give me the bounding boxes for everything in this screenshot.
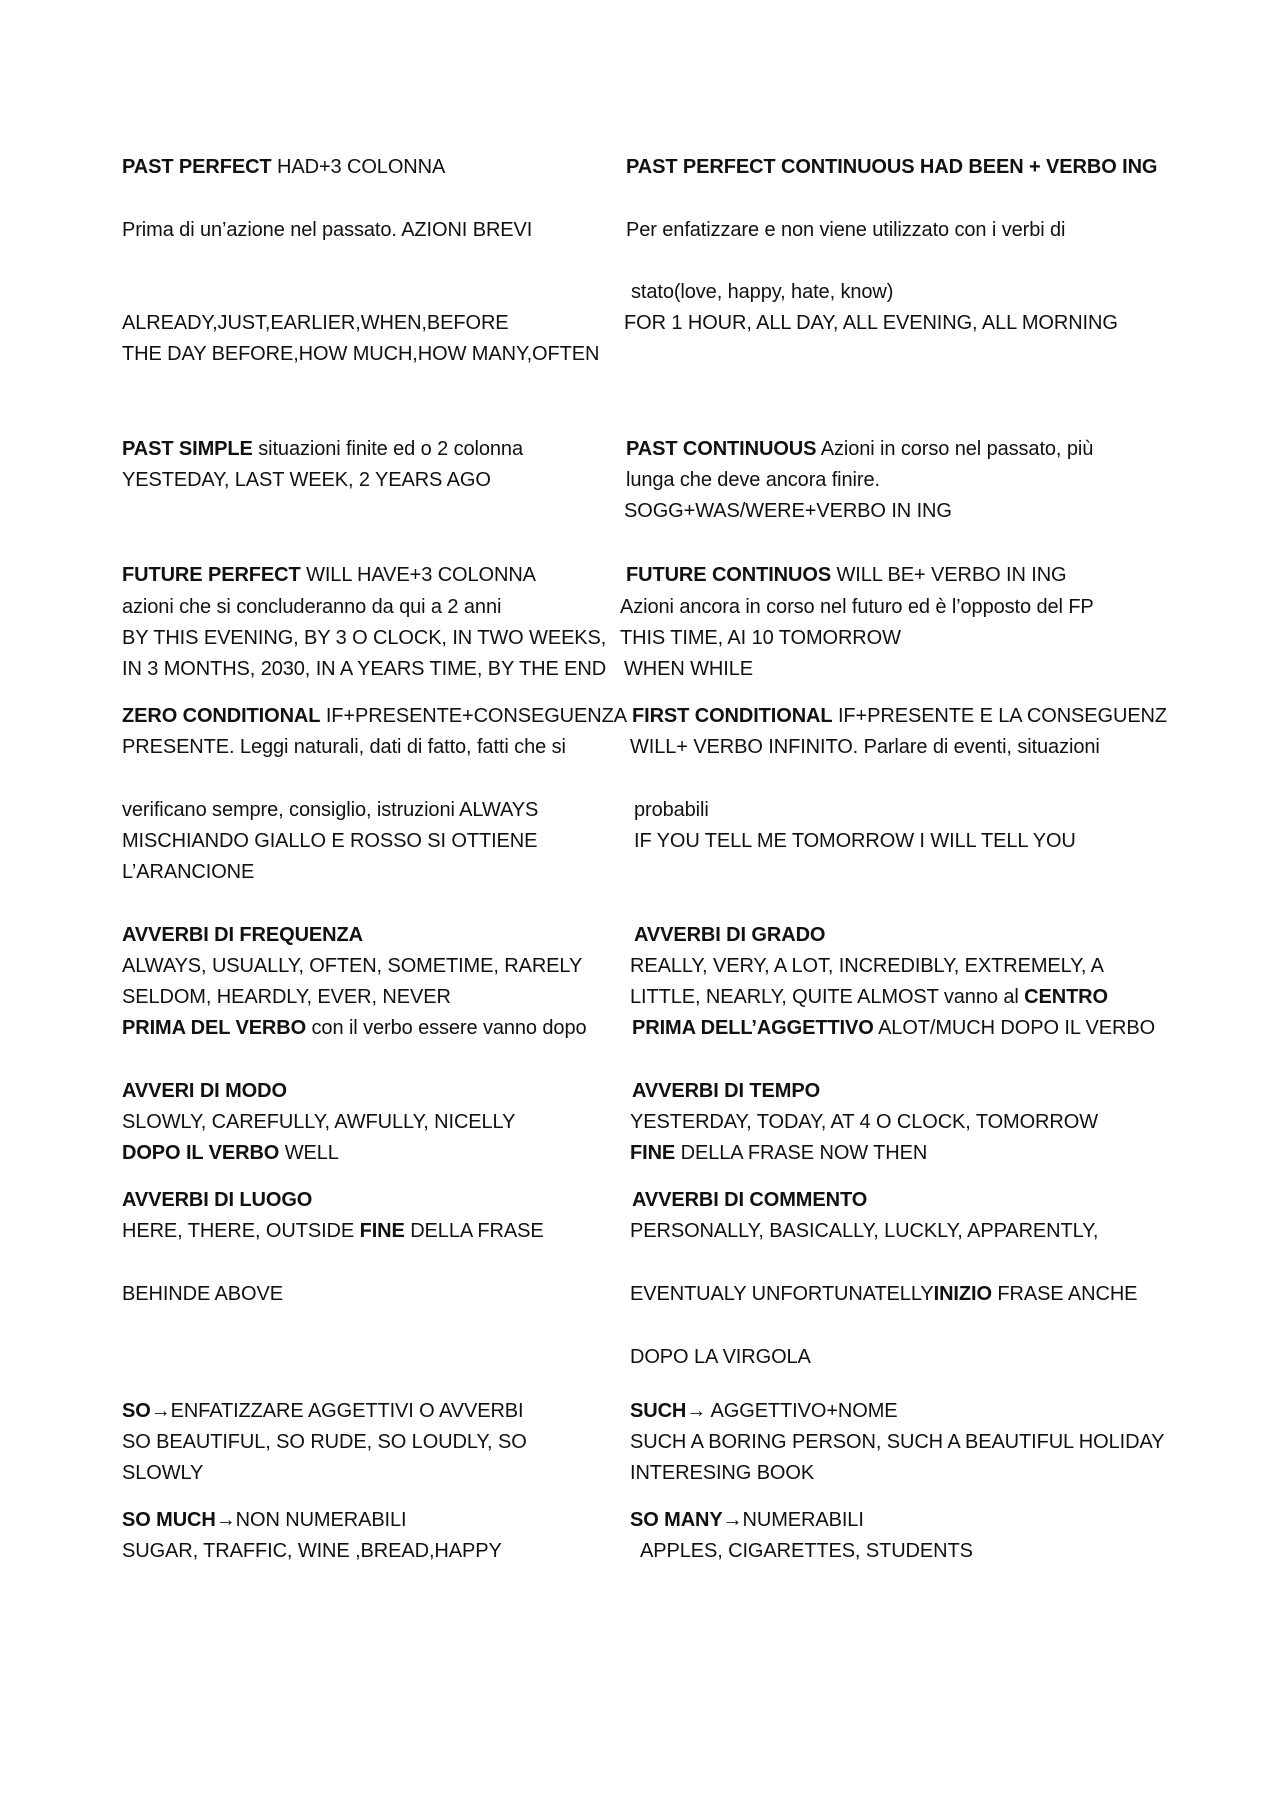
plain-text: EVENTUALY UNFORTUNATELLY — [630, 1283, 934, 1305]
right-text-line — [630, 954, 1104, 978]
bold-text: ZERO CONDITIONAL — [122, 705, 321, 727]
left-text-line — [122, 1430, 527, 1454]
right-text-line — [630, 1399, 898, 1423]
right-text-line — [632, 1188, 867, 1212]
bold-text: SO MANY — [630, 1509, 723, 1531]
bold-text: PAST PERFECT — [122, 156, 272, 178]
right-text-line — [624, 311, 1118, 335]
left-text-line — [122, 1188, 312, 1212]
bold-text: PAST PERFECT CONTINUOUS HAD BEEN + VERBO ING — [626, 156, 1158, 178]
plain-text: →NON NUMERABILI — [215, 1509, 407, 1531]
plain-text: SO BEAUTIFUL, SO RUDE, SO LOUDLY, SO — [122, 1431, 527, 1453]
left-text-line — [122, 1282, 283, 1306]
plain-text: FOR 1 HOUR, ALL DAY, ALL EVENING, ALL MORNING — [624, 312, 1118, 334]
right-text-line — [624, 657, 753, 681]
plain-text: YESTERDAY, TODAY, AT 4 O CLOCK, TOMORROW — [630, 1111, 1098, 1133]
plain-text: WILL HAVE+3 COLONNA — [300, 564, 536, 586]
plain-text: BEHINDE ABOVE — [122, 1283, 283, 1305]
right-text-line — [630, 1508, 864, 1532]
plain-text: MISCHIANDO GIALLO E ROSSO SI OTTIENE — [122, 830, 538, 852]
plain-text: Azioni ancora in corso nel futuro ed è l’opposto del FP — [620, 596, 1094, 618]
right-text-line — [620, 595, 1094, 619]
plain-text: SUGAR, TRAFFIC, WINE ,BREAD,HAPPY — [122, 1540, 502, 1562]
plain-text: PERSONALLY, BASICALLY, LUCKLY, APPARENTLY, — [630, 1220, 1099, 1242]
bold-text: PAST CONTINUOUS — [626, 438, 817, 460]
plain-text: IF+PRESENTE+CONSEGUENZA — [320, 705, 627, 727]
bold-text: AVVERBI DI TEMPO — [632, 1080, 821, 1102]
left-text-line — [122, 468, 491, 492]
left-text-line — [122, 735, 566, 759]
left-text-line — [122, 1219, 544, 1243]
bold-text: PRIMA DEL VERBO — [122, 1017, 307, 1039]
right-text-line — [626, 218, 1065, 242]
right-text-line — [634, 798, 709, 822]
left-text-line — [122, 954, 582, 978]
right-text-line — [630, 1141, 927, 1165]
bold-text: CENTRO — [1024, 986, 1108, 1008]
plain-text: azioni che si concluderanno da qui a 2 anni — [122, 596, 502, 618]
left-text-line — [122, 311, 509, 335]
plain-text: BY THIS EVENING, BY 3 O CLOCK, IN TWO WEEKS, — [122, 627, 607, 649]
left-text-line — [122, 155, 445, 179]
plain-text: DELLA FRASE — [404, 1220, 544, 1242]
plain-text: IN 3 MONTHS, 2030, IN A YEARS TIME, BY THE END — [122, 658, 607, 680]
plain-text: DELLA FRASE NOW THEN — [675, 1142, 928, 1164]
right-text-line — [630, 1430, 1164, 1454]
bold-text: SO MUCH — [122, 1509, 216, 1531]
plain-text: SOGG+WAS/WERE+VERBO IN ING — [624, 500, 952, 522]
bold-text: FUTURE PERFECT — [122, 564, 301, 586]
plain-text: ALOT/MUCH DOPO IL VERBO — [873, 1017, 1156, 1039]
left-text-line — [122, 595, 501, 619]
plain-text: verificano sempre, consiglio, istruzioni ALWAYS — [122, 799, 539, 821]
right-text-line — [626, 155, 1157, 179]
plain-text: THIS TIME, AI 10 TOMORROW — [620, 627, 901, 649]
right-text-line — [631, 280, 893, 304]
plain-text: DOPO LA VIRGOLA — [630, 1346, 811, 1368]
left-text-line — [122, 1399, 524, 1423]
plain-text: con il verbo essere vanno dopo — [306, 1017, 587, 1039]
plain-text: WELL — [279, 1142, 339, 1164]
plain-text: SELDOM, HEARDLY, EVER, NEVER — [122, 986, 451, 1008]
plain-text: WILL+ VERBO INFINITO. Parlare di eventi, situazioni — [630, 736, 1100, 758]
plain-text: →ENFATIZZARE AGGETTIVI O AVVERBI — [150, 1400, 524, 1422]
right-text-line — [626, 437, 1093, 461]
right-text-line — [640, 1539, 973, 1563]
plain-text: probabili — [634, 799, 709, 821]
left-text-line — [122, 1110, 515, 1134]
bold-text: FUTURE CONTINUOS — [626, 564, 832, 586]
bold-text: AVVERI DI MODO — [122, 1080, 287, 1102]
plain-text: SUCH A BORING PERSON, SUCH A BEAUTIFUL HOLIDAY — [630, 1431, 1165, 1453]
right-text-line — [632, 1016, 1155, 1040]
plain-text: Azioni in corso nel passato, più — [816, 438, 1094, 460]
plain-text: → AGGETTIVO+NOME — [686, 1400, 898, 1422]
bold-text: FINE — [630, 1142, 676, 1164]
plain-text: YESTEDAY, LAST WEEK, 2 YEARS AGO — [122, 469, 491, 491]
right-text-line — [632, 1079, 820, 1103]
bold-text: AVVERBI DI LUOGO — [122, 1189, 313, 1211]
bold-text: AVVERBI DI COMMENTO — [632, 1189, 868, 1211]
plain-text: stato(love, happy, hate, know) — [631, 281, 894, 303]
left-text-line — [122, 342, 599, 366]
bold-text: PAST SIMPLE — [122, 438, 253, 460]
plain-text: ALWAYS, USUALLY, OFTEN, SOMETIME, RARELY — [122, 955, 583, 977]
plain-text: Prima di un’azione nel passato. AZIONI BREVI — [122, 219, 533, 241]
left-text-line — [122, 218, 532, 242]
left-text-line — [122, 437, 523, 461]
plain-text: REALLY, VERY, A LOT, INCREDIBLY, EXTREMELY, A — [630, 955, 1104, 977]
plain-text: APPLES, CIGARETTES, STUDENTS — [640, 1540, 973, 1562]
right-text-line — [626, 468, 880, 492]
plain-text: HERE, THERE, OUTSIDE — [122, 1220, 360, 1242]
bold-text: AVVERBI DI GRADO — [634, 924, 826, 946]
bold-text: DOPO IL VERBO — [122, 1142, 280, 1164]
right-text-line — [624, 499, 952, 523]
left-text-line — [122, 563, 536, 587]
plain-text: situazioni finite ed o 2 colonna — [252, 438, 523, 460]
plain-text: WILL BE+ VERBO IN ING — [831, 564, 1067, 586]
plain-text: →NUMERABILI — [722, 1509, 864, 1531]
left-text-line — [122, 985, 451, 1009]
left-text-line — [122, 923, 363, 947]
plain-text: IF YOU TELL ME TOMORROW I WILL TELL YOU — [634, 830, 1076, 852]
right-text-line — [630, 985, 1108, 1009]
bold-text: FIRST CONDITIONAL — [632, 705, 833, 727]
plain-text: THE DAY BEFORE,HOW MUCH,HOW MANY,OFTEN — [122, 343, 600, 365]
plain-text: ALREADY,JUST,EARLIER,WHEN,BEFORE — [122, 312, 509, 334]
bold-text: AVVERBI DI FREQUENZA — [122, 924, 363, 946]
plain-text: Per enfatizzare e non viene utilizzato con i verbi di — [626, 219, 1066, 241]
right-text-line — [630, 1110, 1098, 1134]
right-text-line — [630, 735, 1100, 759]
bold-text: FINE — [359, 1220, 405, 1242]
right-text-line — [620, 626, 901, 650]
left-text-line — [122, 1141, 339, 1165]
bold-text: PRIMA DELL’AGGETTIVO — [632, 1017, 874, 1039]
bold-text: SUCH — [630, 1400, 687, 1422]
left-text-line — [122, 829, 537, 853]
left-text-line — [122, 1508, 407, 1532]
left-text-line — [122, 798, 538, 822]
plain-text: LITTLE, NEARLY, QUITE ALMOST vanno al — [630, 986, 1025, 1008]
right-text-line — [630, 1219, 1098, 1243]
plain-text: L’ARANCIONE — [122, 861, 255, 883]
left-text-line — [122, 1461, 203, 1485]
plain-text: INTERESING BOOK — [630, 1462, 815, 1484]
left-text-line — [122, 704, 627, 728]
left-text-line — [122, 1539, 502, 1563]
right-text-line — [634, 829, 1076, 853]
right-text-line — [630, 1345, 811, 1369]
plain-text: lunga che deve ancora finire. — [626, 469, 880, 491]
plain-text: WHEN WHILE — [624, 658, 754, 680]
right-text-line — [630, 1282, 1137, 1306]
left-text-line — [122, 626, 606, 650]
plain-text: SLOWLY — [122, 1462, 204, 1484]
right-text-line — [632, 704, 1167, 728]
left-text-line — [122, 860, 254, 884]
right-text-line — [626, 563, 1067, 587]
plain-text: PRESENTE. Leggi naturali, dati di fatto, fatti che si — [122, 736, 566, 758]
bold-text: SO — [122, 1400, 151, 1422]
plain-text: HAD+3 COLONNA — [271, 156, 446, 178]
plain-text: FRASE ANCHE — [991, 1283, 1138, 1305]
bold-text: INIZIO — [933, 1283, 992, 1305]
right-text-line — [630, 1461, 814, 1485]
left-text-line — [122, 1016, 587, 1040]
right-text-line — [634, 923, 825, 947]
plain-text: IF+PRESENTE E LA CONSEGUENZ — [832, 705, 1168, 727]
plain-text: SLOWLY, CAREFULLY, AWFULLY, NICELLY — [122, 1111, 516, 1133]
left-text-line — [122, 1079, 287, 1103]
left-text-line — [122, 657, 606, 681]
